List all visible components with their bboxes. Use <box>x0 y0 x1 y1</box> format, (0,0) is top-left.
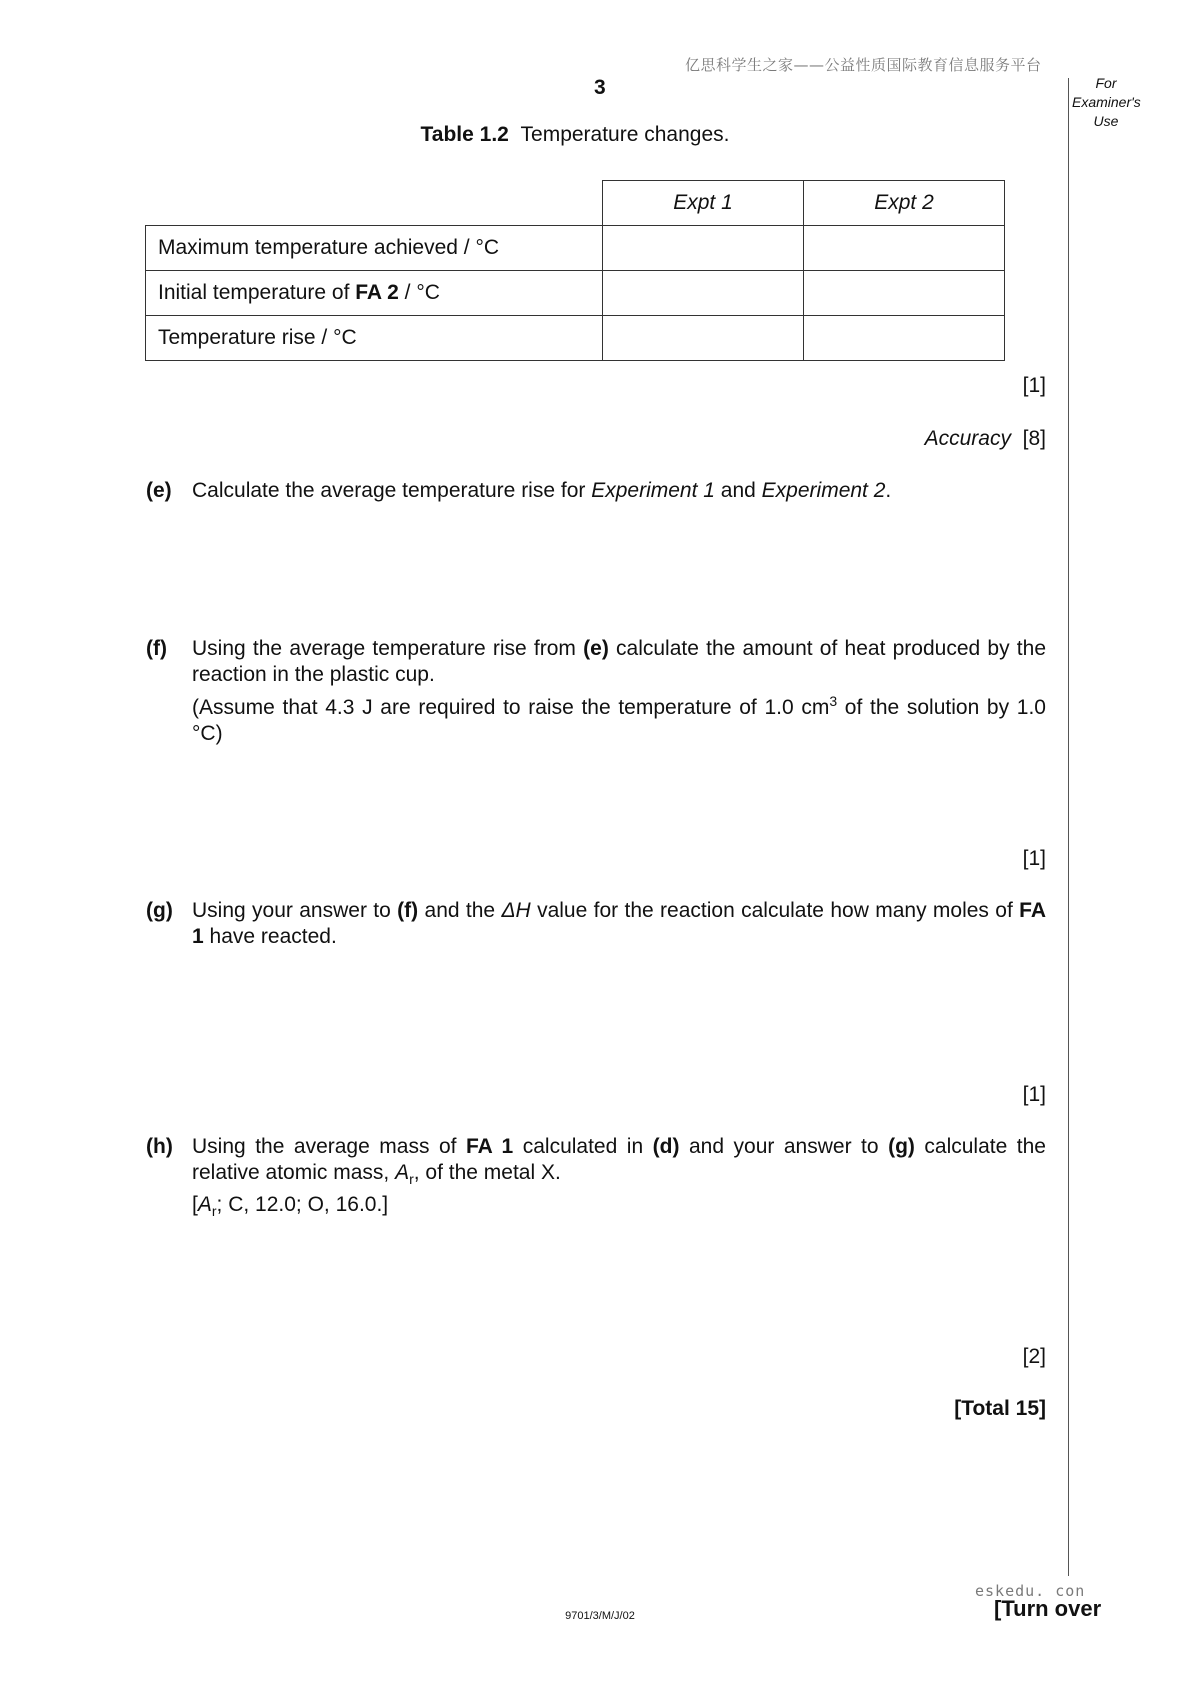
table-caption <box>0 123 1150 147</box>
q-italic: A <box>197 1193 212 1217</box>
row-label-max-temp <box>146 226 603 271</box>
row-label-initial-temp <box>146 271 603 316</box>
answer-cell-expt2[interactable] <box>804 271 1005 316</box>
examiner-margin-rule <box>1068 78 1069 1576</box>
q-text: calculate the relative atomic mass, <box>192 1135 1046 1184</box>
q-italic: Experiment 1 <box>591 479 715 502</box>
question-h-text <box>192 1134 1046 1224</box>
q-text: have reacted. <box>203 925 337 948</box>
q-text: of the solution by 1.0 °C) <box>192 696 1046 745</box>
q-text: ; C, 12.0; O, 16.0.] <box>216 1193 389 1217</box>
turn-over: [Turn over <box>994 1596 1102 1621</box>
q-text: Using the average temperature rise from <box>192 637 584 660</box>
table-header-expt2: Expt 2 <box>804 181 1005 226</box>
q-text: calculated in <box>513 1135 653 1158</box>
watermark-bottom: eskedu. con <box>975 1582 1086 1600</box>
answer-cell-expt1[interactable] <box>603 226 804 271</box>
page-number: 3 <box>594 76 606 99</box>
q-text: value for the reaction calculate how many moles of <box>530 899 1020 922</box>
accuracy-value: [8] <box>1022 427 1046 450</box>
table-row <box>146 226 1005 271</box>
row-label-bold: FA 2 <box>355 281 399 304</box>
q-text: and the <box>418 899 502 922</box>
answer-cell-expt2[interactable] <box>804 316 1005 361</box>
question-h-label: (h) <box>146 1135 173 1158</box>
q-bold: (d) <box>652 1135 680 1158</box>
examiner-note-line3: Use <box>1093 113 1119 129</box>
table-header-expt1: Expt 1 <box>603 181 804 226</box>
q-italic: Experiment 2 <box>761 479 886 502</box>
q-text: . <box>885 479 892 502</box>
mark-f: [1] <box>1022 847 1046 870</box>
q-text: and <box>714 479 762 502</box>
q-text: [ <box>192 1193 198 1217</box>
examiner-note-line2: Examiner's <box>1072 94 1141 110</box>
watermark-top: 亿思科学生之家——公益性质国际教育信息服务平台 <box>685 56 1042 74</box>
table-header-row <box>146 181 1005 226</box>
mark-g: [1] <box>1022 1083 1046 1106</box>
q-subscript: r <box>409 1171 414 1188</box>
q-text: Calculate the average temperature rise for <box>192 479 592 502</box>
temperature-table <box>145 180 1005 361</box>
table-caption-text: Temperature changes. <box>520 123 730 146</box>
accuracy-label: Accuracy <box>924 427 1011 450</box>
table-row <box>146 271 1005 316</box>
q-text: , of the metal X. <box>413 1161 561 1184</box>
row-label-text: Initial temperature of <box>158 281 356 304</box>
paper-code: 9701/3/M/J/02 <box>565 1610 635 1622</box>
q-bold: FA 1 <box>192 899 1047 948</box>
q-text: (Assume that 4.3 J are required to raise the temperature of 1.0 cm <box>192 696 830 719</box>
table-caption-label: Table 1.2 <box>420 123 509 146</box>
q-italic: A <box>395 1161 410 1184</box>
accuracy-mark <box>925 427 1046 451</box>
q-superscript: 3 <box>829 693 838 709</box>
answer-cell-expt2[interactable] <box>804 226 1005 271</box>
q-italic: ΔH <box>501 899 531 922</box>
question-g-text <box>192 898 1046 950</box>
q-text: calculate the amount of heat produced by the reaction in the plastic cup. <box>192 637 1046 686</box>
mark-table: [1] <box>1022 374 1046 397</box>
row-label-text: Temperature rise / °C <box>158 326 357 349</box>
q-subscript: r <box>211 1203 217 1220</box>
row-label-text: Maximum temperature achieved / °C <box>158 236 500 259</box>
q-text: Using your answer to <box>192 899 398 922</box>
answer-cell-expt1[interactable] <box>603 316 804 361</box>
answer-cell-expt1[interactable] <box>603 271 804 316</box>
q-bold: (f) <box>397 899 419 922</box>
q-bold: FA 1 <box>465 1135 514 1158</box>
row-label-unit: / °C <box>398 281 440 304</box>
table-row <box>146 316 1005 361</box>
table-header-blank <box>146 181 603 226</box>
mark-h: [2] <box>1022 1345 1046 1368</box>
q-bold: (g) <box>888 1135 915 1158</box>
question-g-label: (g) <box>146 899 173 922</box>
total-mark: [Total 15] <box>954 1397 1046 1420</box>
q-text: and your answer to <box>679 1135 889 1158</box>
question-e-text <box>192 478 1046 504</box>
examiner-note-line1: For <box>1095 75 1117 91</box>
question-e-label: (e) <box>146 479 172 502</box>
question-f-label: (f) <box>146 637 167 660</box>
q-bold: (e) <box>583 637 609 660</box>
question-f-text <box>192 636 1046 747</box>
q-text: Using the average mass of <box>192 1135 466 1158</box>
row-label-temp-rise <box>146 316 603 361</box>
